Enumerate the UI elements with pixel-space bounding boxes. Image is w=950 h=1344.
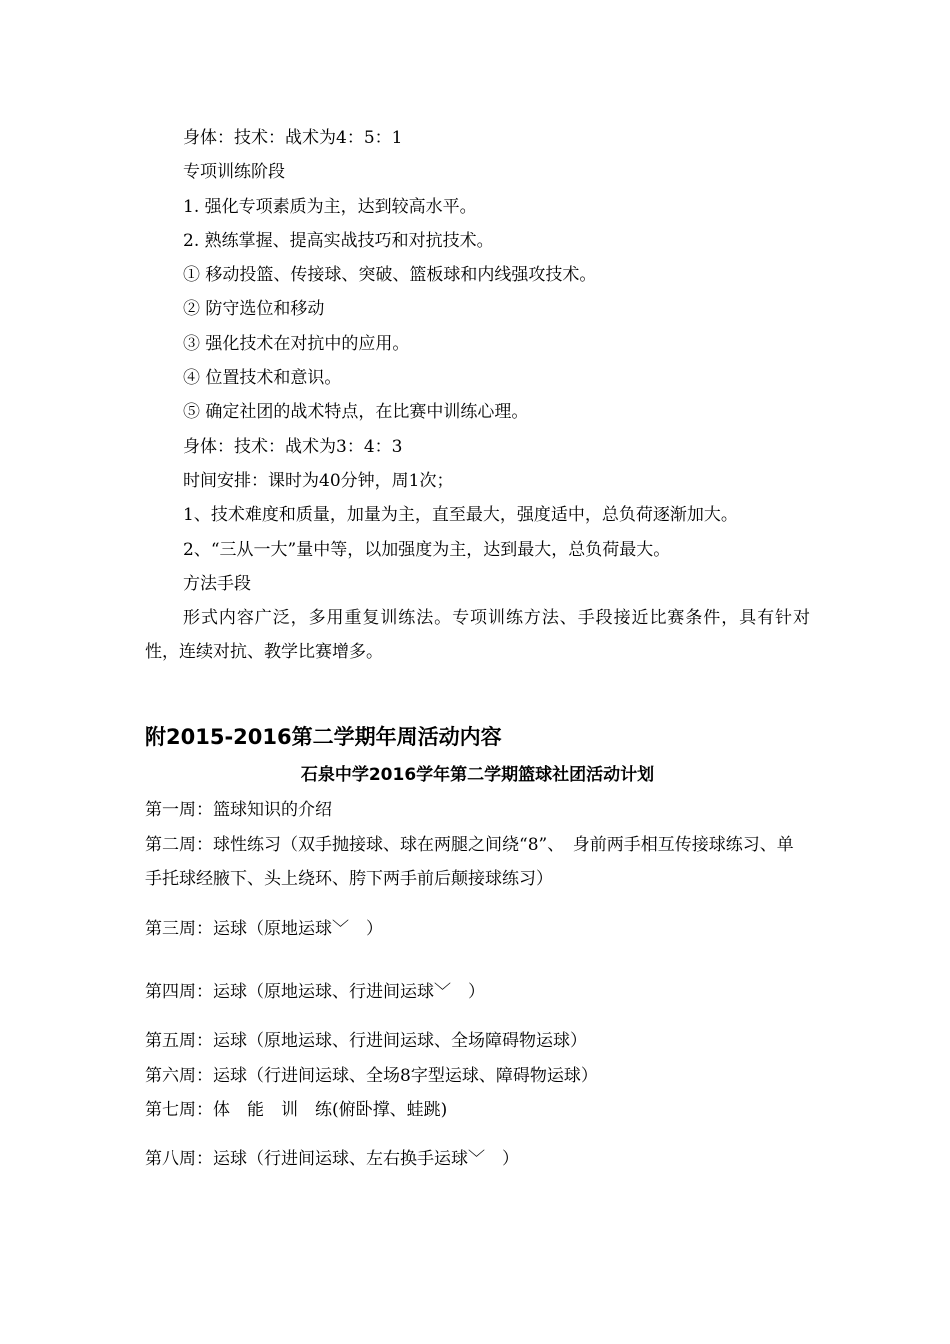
week-2: 第二周：球性练习（双手抛接球、球在两腿之间绕“8”、 身前两手相互传接球练习、单手托球经腋下、头上绕环、胯下两手前后颠接球练习） — [145, 835, 794, 889]
training-subitem-1: ① 移动投篮、传接球、突破、篮板球和内线强攻技术。 — [183, 265, 597, 285]
stage-title: 专项训练阶段 — [183, 162, 285, 182]
plan-title: 石泉中学2016学年第二学期篮球社团活动计划 — [300, 765, 655, 785]
week-7: 第七周：体 能 训 练(俯卧撑、蛙跳) — [145, 1100, 448, 1120]
training-item-2: 2. 熟练掌握、提高实战技巧和对抗技术。 — [183, 231, 494, 251]
training-item-1: 1. 强化专项素质为主，达到较高水平。 — [183, 197, 477, 217]
week-6: 第六周：运球（行进间运球、全场8字型运球、障碍物运球） — [145, 1066, 598, 1086]
training-subitem-5: ⑤ 确定社团的战术特点，在比赛中训练心理。 — [183, 402, 529, 422]
week-1: 第一周：篮球知识的介绍 — [145, 800, 332, 820]
method-text: 形式内容广泛，多用重复训练法。专项训练方法、手段接近比赛条件，具有针对性，连续对抗、教学比赛增多。 — [145, 608, 810, 662]
training-point-2: 2、“三从一大”量中等，以加强度为主，达到最大，总负荷最大。 — [183, 540, 671, 560]
training-point-1: 1、技术难度和质量，加量为主，直至最大，强度适中，总负荷逐渐加大。 — [183, 505, 738, 525]
week-3: 第三周：运球（原地运球﹀ ） — [145, 919, 383, 939]
appendix-title: 附2015-2016第二学期年周活动内容 — [145, 725, 502, 749]
ratio-line-2: 身体：技术：战术为3：4：3 — [183, 437, 403, 457]
week-8: 第八周：运球（行进间运球、左右换手运球﹀ ） — [145, 1149, 519, 1169]
training-subitem-2: ② 防守选位和移动 — [183, 299, 325, 319]
week-5: 第五周：运球（原地运球、行进间运球、全场障碍物运球） — [145, 1031, 587, 1051]
week-4: 第四周：运球（原地运球、行进间运球﹀ ） — [145, 982, 485, 1002]
training-subitem-3: ③ 强化技术在对抗中的应用。 — [183, 334, 410, 354]
method-title: 方法手段 — [183, 574, 251, 594]
ratio-line-1: 身体：技术：战术为4：5：1 — [183, 128, 403, 148]
time-arrangement: 时间安排：课时为40分钟，周1次； — [183, 471, 454, 491]
training-subitem-4: ④ 位置技术和意识。 — [183, 368, 342, 388]
